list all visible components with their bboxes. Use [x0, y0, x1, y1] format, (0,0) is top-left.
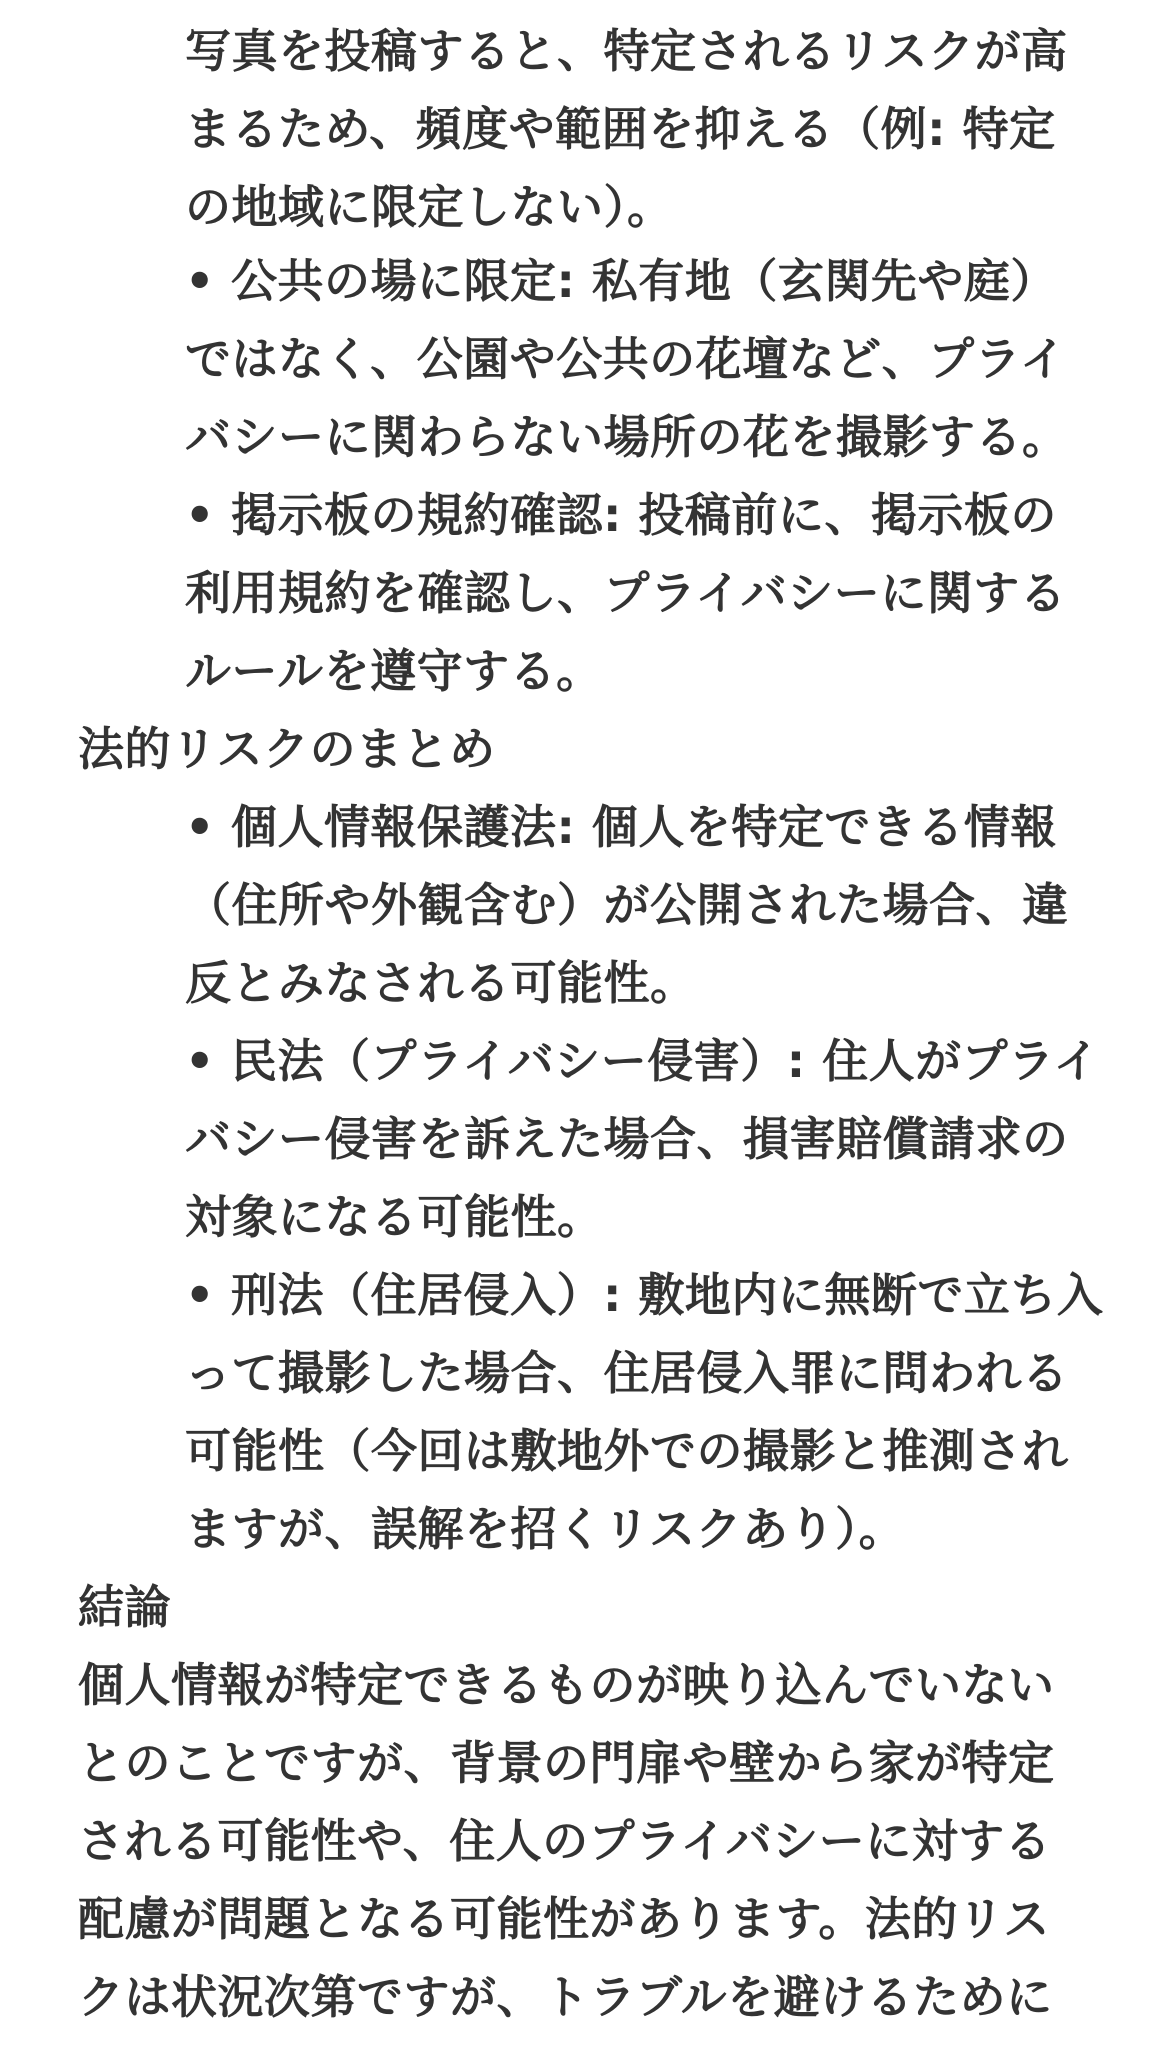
list-item — [185, 1022, 1100, 1100]
list-item-line: 対象になる可能性。 — [185, 1190, 604, 1244]
list-item-line: ルールを遵守する。 — [185, 644, 603, 698]
bullet-marker: • — [185, 800, 215, 854]
list-item-line: ますが、誤解を招くリスクあり）。 — [185, 1502, 906, 1556]
list-item-line: 利用規約を確認し、プライバシーに関する — [185, 566, 1067, 620]
bullet-marker: • — [185, 1268, 215, 1322]
list-item-text: 掲示板の規約確認: 投稿前に、掲示板の — [231, 488, 1057, 542]
list-item-line: 可能性（今回は敷地外での撮影と推測され — [185, 1424, 1069, 1478]
list-item — [185, 476, 1057, 554]
paragraph-line: の地域に限定しない）。 — [185, 180, 674, 234]
paragraph-line: 写真を投稿すると、特定されるリスクが高 — [185, 24, 1068, 78]
paragraph-line: まるため、頻度や範囲を抑える（例: 特定 — [185, 102, 1056, 156]
list-item-line: （住所や外観含む）が公開された場合、違 — [185, 878, 1069, 932]
list-item — [185, 1256, 1103, 1334]
paragraph-line: とのことですが、背景の門扉や壁から家が特定 — [78, 1736, 1055, 1790]
list-item-text: 個人情報保護法: 個人を特定できる情報 — [231, 800, 1057, 854]
paragraph-line: 配慮が問題となる可能性があります。法的リス — [78, 1892, 1050, 1946]
paragraph-line: 個人情報が特定できるものが映り込んでいない — [78, 1658, 1055, 1712]
list-item-line: バシーに関わらない場所の花を撮影する。 — [185, 410, 1069, 464]
section-heading-legal-risks: 法的リスクのまとめ — [78, 722, 496, 776]
list-item-line: バシー侵害を訴えた場合、損害賠償請求の — [185, 1112, 1069, 1166]
list-item — [185, 788, 1057, 866]
list-item-text: 民法（プライバシー侵害）: 住人がプライ — [231, 1034, 1100, 1088]
paragraph-line: クは状況次第ですが、トラブルを避けるために — [78, 1970, 1053, 2024]
list-item — [185, 242, 1057, 320]
paragraph-line: される可能性や、住人のプライバシーに対する — [78, 1814, 1052, 1868]
list-item-text: 公共の場に限定: 私有地（玄関先や庭） — [231, 254, 1057, 308]
bullet-marker: • — [185, 1034, 215, 1088]
list-item-line: ではなく、公園や公共の花壇など、プライ — [185, 332, 1067, 386]
bullet-marker: • — [185, 254, 215, 308]
list-item-line: って撮影した場合、住居侵入罪に問われる — [185, 1346, 1069, 1400]
list-item-line: 反とみなされる可能性。 — [185, 956, 697, 1010]
bullet-marker: • — [185, 488, 215, 542]
section-heading-conclusion: 結論 — [78, 1580, 171, 1634]
list-item-text: 刑法（住居侵入）: 敷地内に無断で立ち入 — [231, 1268, 1104, 1322]
